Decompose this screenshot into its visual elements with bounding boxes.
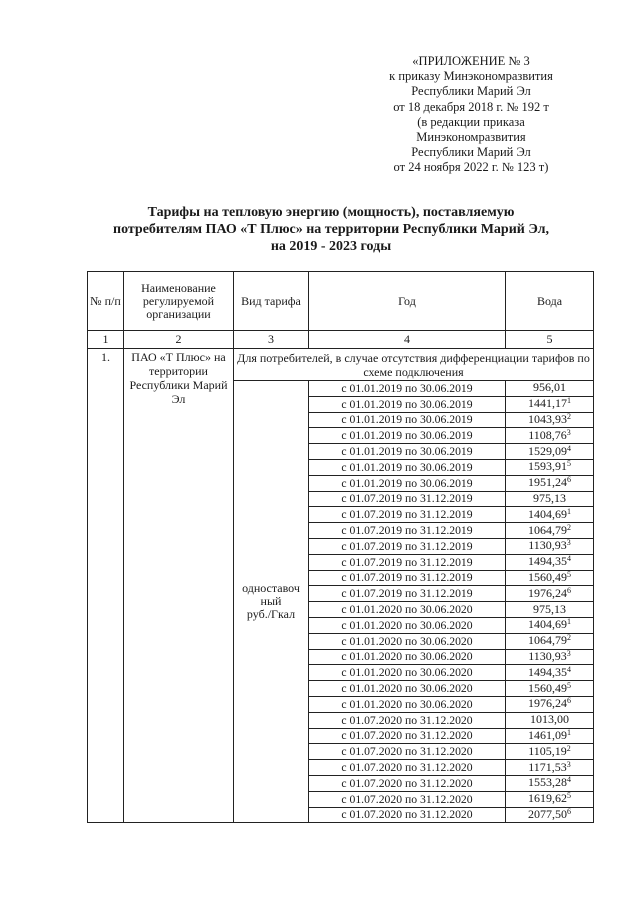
period-cell: с 01.07.2019 по 31.12.2019 bbox=[309, 554, 506, 570]
tariff-value: 1593,91 bbox=[528, 459, 567, 474]
period-cell: с 01.07.2020 по 31.12.2020 bbox=[309, 744, 506, 760]
water-tariff-cell bbox=[506, 712, 594, 728]
appendix-line: (в редакции приказа bbox=[417, 114, 525, 129]
tariff-value: 1553,28 bbox=[528, 775, 567, 790]
tariff-value: 2077,50 bbox=[528, 807, 567, 821]
footnote-marker: 2 bbox=[566, 743, 571, 753]
water-tariff-cell bbox=[506, 586, 594, 602]
footnote-marker: 1 bbox=[567, 617, 571, 627]
footnote-marker: 6 bbox=[567, 475, 571, 485]
condition-text: Для потребителей, в случае отсутствия дифференциации тарифов по схеме подключения bbox=[234, 349, 594, 381]
tariff-value: 1404,69 bbox=[528, 506, 567, 521]
appendix-line: Республики Марий Эл bbox=[411, 145, 531, 160]
footnote-marker: 4 bbox=[567, 664, 571, 674]
organization-name: ПАО «Т Плюс» на территории Республики Марий Эл bbox=[124, 349, 234, 823]
period-cell: с 01.01.2019 по 30.06.2019 bbox=[309, 444, 506, 460]
footnote-marker: 1 bbox=[567, 396, 571, 406]
period-cell: с 01.01.2019 по 30.06.2019 bbox=[309, 459, 506, 475]
water-tariff-cell bbox=[506, 760, 594, 776]
footnote-marker: 3 bbox=[566, 649, 571, 658]
water-tariff-cell bbox=[506, 728, 594, 744]
tariff-value: 1976,24 bbox=[528, 696, 567, 711]
period-cell: с 01.07.2020 по 31.12.2020 bbox=[309, 791, 506, 807]
period-cell: с 01.07.2020 по 31.12.2020 bbox=[309, 712, 506, 728]
tariff-value: 1619,62 bbox=[528, 791, 567, 806]
period-cell: с 01.01.2020 по 30.06.2020 bbox=[309, 681, 506, 697]
tariff-value: 956,01 bbox=[533, 380, 566, 395]
period-cell: с 01.01.2019 по 30.06.2019 bbox=[309, 381, 506, 397]
footnote-marker: 4 bbox=[567, 443, 571, 453]
water-tariff-cell bbox=[506, 444, 594, 460]
column-number: 3 bbox=[234, 331, 309, 349]
row-number: 1. bbox=[88, 349, 124, 823]
water-tariff-cell bbox=[506, 459, 594, 475]
footnote-marker: 1 bbox=[567, 728, 571, 737]
period-cell: с 01.07.2020 по 31.12.2020 bbox=[309, 728, 506, 744]
water-tariff-cell bbox=[506, 491, 594, 507]
tariff-value: 1951,24 bbox=[528, 475, 567, 490]
header-type: Вид тарифа bbox=[234, 272, 309, 331]
footnote-marker: 1 bbox=[567, 506, 571, 516]
tariff-value: 1560,49 bbox=[528, 570, 567, 584]
water-tariff-cell bbox=[506, 649, 594, 665]
tariff-value: 1064,79 bbox=[528, 633, 567, 648]
period-cell: с 01.01.2020 по 30.06.2020 bbox=[309, 617, 506, 633]
tariff-type-line: одноставоч bbox=[242, 581, 300, 596]
footnote-marker: 2 bbox=[567, 412, 571, 421]
water-tariff-cell bbox=[506, 633, 594, 649]
footnote-marker: 2 bbox=[567, 522, 571, 532]
water-tariff-cell bbox=[506, 554, 594, 570]
water-tariff-cell bbox=[506, 696, 594, 712]
document-title bbox=[60, 204, 602, 255]
column-number: 1 bbox=[88, 331, 124, 349]
header-year: Год bbox=[309, 272, 506, 331]
water-tariff-cell bbox=[506, 523, 594, 539]
water-tariff-cell bbox=[506, 475, 594, 491]
period-cell: с 01.01.2019 по 30.06.2019 bbox=[309, 428, 506, 444]
period-cell: с 01.01.2019 по 30.06.2019 bbox=[309, 396, 506, 412]
footnote-marker: 5 bbox=[567, 680, 571, 690]
header-num: № п/п bbox=[88, 272, 124, 331]
column-number: 2 bbox=[124, 331, 234, 349]
condition-row bbox=[88, 349, 594, 381]
water-tariff-cell bbox=[506, 602, 594, 618]
period-cell: с 01.01.2020 по 30.06.2020 bbox=[309, 602, 506, 618]
water-tariff-cell bbox=[506, 807, 594, 823]
period-cell: с 01.07.2019 по 31.12.2019 bbox=[309, 586, 506, 602]
water-tariff-cell bbox=[506, 791, 594, 807]
appendix-line: Республики Марий Эл bbox=[411, 84, 531, 99]
water-tariff-cell bbox=[506, 665, 594, 681]
tariff-type bbox=[234, 381, 309, 823]
period-cell: с 01.01.2020 по 30.06.2020 bbox=[309, 696, 506, 712]
water-tariff-cell bbox=[506, 570, 594, 586]
tariff-type-line: ный bbox=[260, 594, 282, 609]
appendix-line: Минэкономразвития bbox=[416, 130, 526, 145]
period-cell: с 01.01.2019 по 30.06.2019 bbox=[309, 412, 506, 428]
tariff-value: 975,13 bbox=[533, 601, 566, 616]
footnote-marker: 5 bbox=[567, 791, 571, 801]
period-cell: с 01.07.2019 по 31.12.2019 bbox=[309, 538, 506, 554]
water-tariff-cell bbox=[506, 507, 594, 523]
header-org: Наименование регулируемой организации bbox=[124, 272, 234, 331]
period-cell: с 01.01.2020 по 30.06.2020 bbox=[309, 633, 506, 649]
water-tariff-cell bbox=[506, 681, 594, 697]
footnote-marker: 6 bbox=[567, 696, 571, 706]
period-cell: с 01.01.2020 по 30.06.2020 bbox=[309, 649, 506, 665]
footnote-marker: 6 bbox=[567, 807, 571, 816]
tariff-value: 1171,53 bbox=[528, 759, 567, 774]
tariff-value: 1461,09 bbox=[528, 728, 567, 742]
footnote-marker: 3 bbox=[566, 538, 571, 548]
footnote-marker: 5 bbox=[567, 459, 571, 469]
period-cell: с 01.01.2020 по 30.06.2020 bbox=[309, 665, 506, 681]
appendix-header bbox=[366, 54, 576, 176]
footnote-marker: 3 bbox=[566, 427, 571, 437]
water-tariff-cell bbox=[506, 744, 594, 760]
water-tariff-cell bbox=[506, 617, 594, 633]
column-number-row bbox=[88, 331, 594, 349]
tariff-value: 1560,49 bbox=[528, 680, 567, 695]
tariff-value: 1976,24 bbox=[528, 585, 567, 600]
column-number: 5 bbox=[506, 331, 594, 349]
tariff-value: 1043,93 bbox=[528, 412, 567, 426]
footnote-marker: 5 bbox=[567, 570, 571, 579]
water-tariff-cell bbox=[506, 428, 594, 444]
appendix-line: «ПРИЛОЖЕНИЕ № 3 bbox=[412, 54, 530, 68]
tariff-value: 1013,00 bbox=[530, 712, 569, 727]
tariff-value: 975,13 bbox=[533, 491, 566, 505]
title-line: потребителям ПАО «Т Плюс» на территории Республики Марий Эл, bbox=[113, 222, 549, 237]
tariff-value: 1404,69 bbox=[528, 617, 567, 632]
tariff-value: 1494,35 bbox=[528, 664, 567, 679]
footnote-marker: 2 bbox=[567, 633, 571, 643]
header-row bbox=[88, 272, 594, 331]
period-cell: с 01.01.2019 по 30.06.2019 bbox=[309, 475, 506, 491]
column-number: 4 bbox=[309, 331, 506, 349]
tariff-value: 1108,76 bbox=[528, 427, 567, 442]
period-cell: с 01.07.2019 по 31.12.2019 bbox=[309, 491, 506, 507]
period-cell: с 01.07.2020 по 31.12.2020 bbox=[309, 807, 506, 823]
tariff-value: 1130,93 bbox=[528, 538, 567, 553]
footnote-marker: 4 bbox=[567, 775, 571, 785]
tariff-value: 1529,09 bbox=[528, 443, 567, 458]
period-cell: с 01.07.2019 по 31.12.2019 bbox=[309, 570, 506, 586]
footnote-marker: 4 bbox=[567, 554, 571, 564]
tariff-value: 1441,17 bbox=[528, 396, 567, 411]
period-cell: с 01.07.2019 по 31.12.2019 bbox=[309, 507, 506, 523]
water-tariff-cell bbox=[506, 381, 594, 397]
footnote-marker: 6 bbox=[567, 585, 571, 595]
tariff-type-line: руб./Гкал bbox=[246, 607, 296, 622]
title-line: Тарифы на тепловую энергию (мощность), поставляемую bbox=[147, 205, 515, 220]
water-tariff-cell bbox=[506, 396, 594, 412]
tariff-value: 1064,79 bbox=[528, 522, 567, 537]
water-tariff-cell bbox=[506, 412, 594, 428]
appendix-line: от 18 декабря 2018 г. № 192 т bbox=[393, 99, 549, 114]
water-tariff-cell bbox=[506, 775, 594, 791]
footnote-marker: 3 bbox=[566, 759, 571, 769]
tariff-value: 1494,35 bbox=[528, 554, 567, 569]
title-line: на 2019 - 2023 годы bbox=[270, 239, 392, 254]
header-water: Вода bbox=[506, 272, 594, 331]
period-cell: с 01.07.2020 по 31.12.2020 bbox=[309, 760, 506, 776]
tariff-value: 1130,93 bbox=[528, 649, 567, 663]
period-cell: с 01.07.2019 по 31.12.2019 bbox=[309, 523, 506, 539]
water-tariff-cell bbox=[506, 538, 594, 554]
appendix-line: от 24 ноября 2022 г. № 123 т) bbox=[393, 160, 549, 175]
tariff-value: 1105,19 bbox=[528, 743, 567, 758]
appendix-line: к приказу Минэкономразвития bbox=[389, 69, 553, 84]
tariff-table bbox=[87, 271, 594, 823]
period-cell: с 01.07.2020 по 31.12.2020 bbox=[309, 775, 506, 791]
